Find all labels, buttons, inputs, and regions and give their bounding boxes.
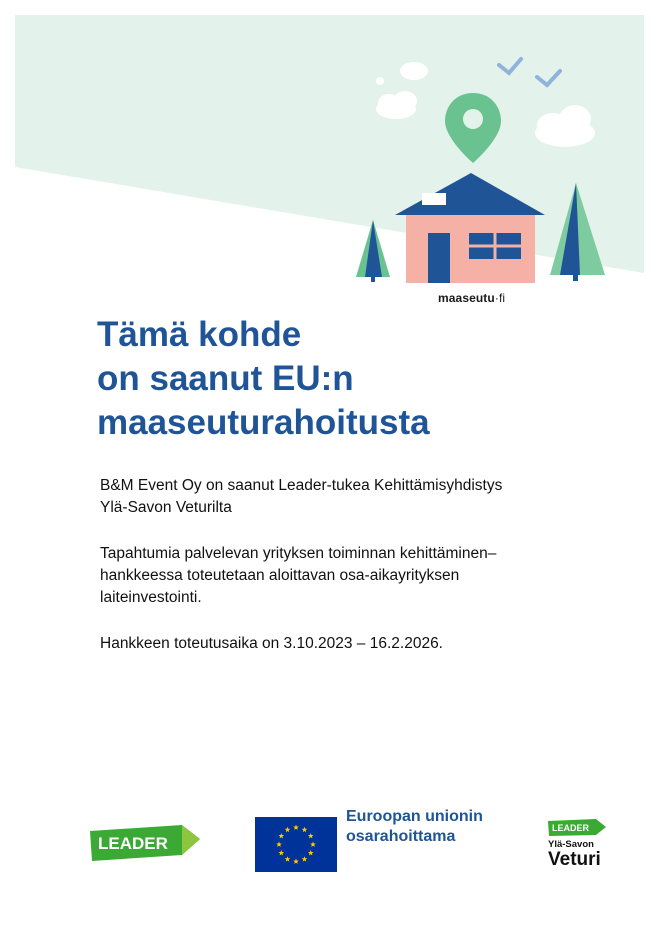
text-line: Tapahtumia palvelevan yrityksen toiminnan kehittäminen– — [100, 545, 497, 562]
eu-text-line: Euroopan unionin — [346, 808, 483, 825]
veturi-logo — [548, 839, 601, 870]
body-text — [100, 475, 580, 679]
poster — [15, 15, 644, 923]
eu-text-line: osarahoittama — [346, 828, 456, 845]
text-line: laiteinvestointi. — [100, 589, 202, 606]
brand-name: maaseutu — [438, 291, 495, 305]
text-line: hankkeessa toteutetaan aloittavan osa-aikayrityksen — [100, 567, 460, 584]
hero-illustration — [15, 15, 644, 315]
maaseutu-brand-logo: maaseutu·fi — [438, 291, 506, 305]
headline-line: maaseuturahoitusta — [97, 403, 430, 442]
footer-logos — [15, 795, 644, 875]
text-line: Hankkeen toteutusaika on 3.10.2023 – 16.2.2026. — [100, 635, 443, 652]
headline — [97, 313, 430, 445]
eu-flag-icon — [255, 817, 337, 872]
schedule-paragraph — [100, 633, 580, 655]
veturi-leader-badge — [548, 819, 606, 837]
text-line: B&M Event Oy on saanut Leader-tukea Kehittämisyhdistys — [100, 477, 503, 494]
veturi-badge-text: LEADER — [552, 823, 590, 833]
leader-logo — [90, 825, 202, 865]
project-paragraph — [100, 543, 580, 609]
headline-line: on saanut EU:n — [97, 359, 354, 398]
funding-paragraph — [100, 475, 580, 519]
brand-suffix: fi — [498, 291, 506, 305]
text-line: Ylä-Savon Veturilta — [100, 499, 232, 516]
eu-cofunded-text — [346, 807, 483, 847]
veturi-main: Veturi — [548, 849, 601, 870]
headline-line: Tämä kohde — [97, 315, 302, 354]
veturi-sub: Ylä-Savon — [548, 839, 594, 850]
leader-logo-text: LEADER — [98, 834, 168, 853]
